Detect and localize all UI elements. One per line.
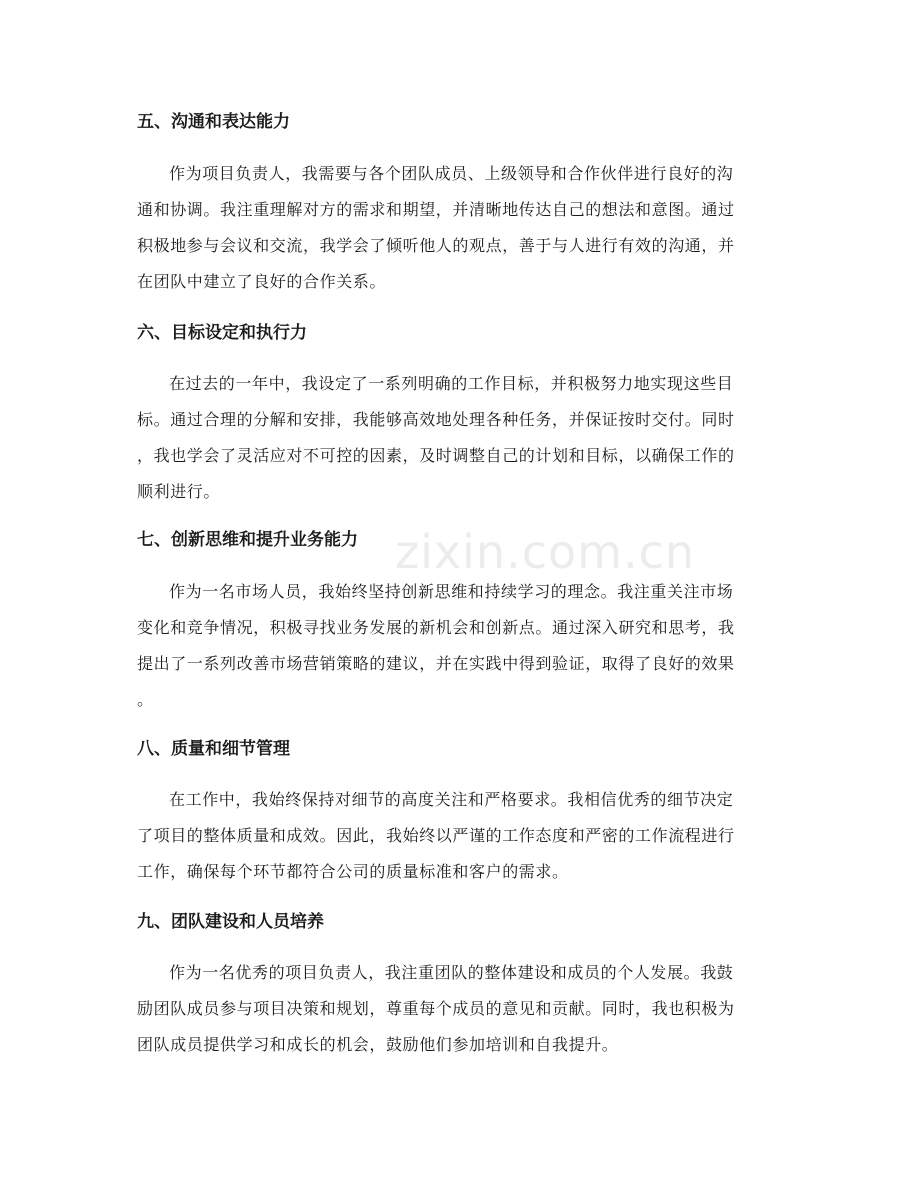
section-paragraph [137, 574, 787, 718]
section-heading: 九、团队建设和人员培养 [137, 912, 324, 932]
paragraph-line: ，我也学会了灵活应对不可控的因素，及时调整自己的计划和目标，以确保工作的 [137, 446, 735, 465]
paragraph-line: 作为项目负责人，我需要与各个团队成员、上级领导和合作伙伴进行良好的沟 [169, 164, 734, 183]
paragraph-line: 通和协调。我注重理解对方的需求和期望，并清晰地传达自己的想法和意图。通过 [137, 200, 735, 219]
paragraph-line: 工作，确保每个环节都符合公司的质量标准和客户的需求。 [137, 862, 569, 881]
section-heading: 五、沟通和表达能力 [137, 112, 290, 132]
paragraph-line: 积极地参与会议和交流，我学会了倾听他人的观点，善于与人进行有效的沟通，并 [137, 236, 735, 255]
paragraph-line: 在团队中建立了良好的合作关系。 [137, 272, 387, 291]
watermark: zixin.com.cn [395, 525, 696, 579]
section-paragraph [137, 955, 787, 1063]
section-paragraph [137, 366, 787, 510]
paragraph-line: 团队成员提供学习和成长的机会，鼓励他们参加培训和自我提升。 [137, 1035, 619, 1054]
paragraph-line: 。 [137, 690, 154, 709]
paragraph-line: 变化和竞争情况，积极寻找业务发展的新机会和创新点。通过深入研究和思考，我 [137, 618, 735, 637]
paragraph-line: 在过去的一年中，我设定了一系列明确的工作目标，并积极努力地实现这些目 [169, 374, 734, 393]
paragraph-line: 励团队成员参与项目决策和规划，尊重每个成员的意见和贡献。同时，我也积极为 [137, 999, 735, 1018]
paragraph-line: 在工作中，我始终保持对细节的高度关注和严格要求。我相信优秀的细节决定 [169, 790, 734, 809]
paragraph-line: 标。通过合理的分解和安排，我能够高效地处理各种任务，并保证按时交付。同时 [137, 410, 735, 429]
paragraph-line: 作为一名市场人员，我始终坚持创新思维和持续学习的理念。我注重关注市场 [169, 582, 734, 601]
section-paragraph [137, 156, 787, 300]
paragraph-line: 了项目的整体质量和成效。因此，我始终以严谨的工作态度和严密的工作流程进行 [137, 826, 735, 845]
section-heading: 八、质量和细节管理 [137, 739, 290, 759]
section-heading: 七、创新思维和提升业务能力 [137, 530, 358, 550]
section-heading: 六、目标设定和执行力 [137, 323, 307, 343]
section-paragraph [137, 782, 787, 890]
paragraph-line: 提出了一系列改善市场营销策略的建议，并在实践中得到验证，取得了良好的效果 [137, 654, 735, 673]
paragraph-line: 作为一名优秀的项目负责人，我注重团队的整体建设和成员的个人发展。我鼓 [169, 963, 734, 982]
paragraph-line: 顺利进行。 [137, 482, 221, 501]
